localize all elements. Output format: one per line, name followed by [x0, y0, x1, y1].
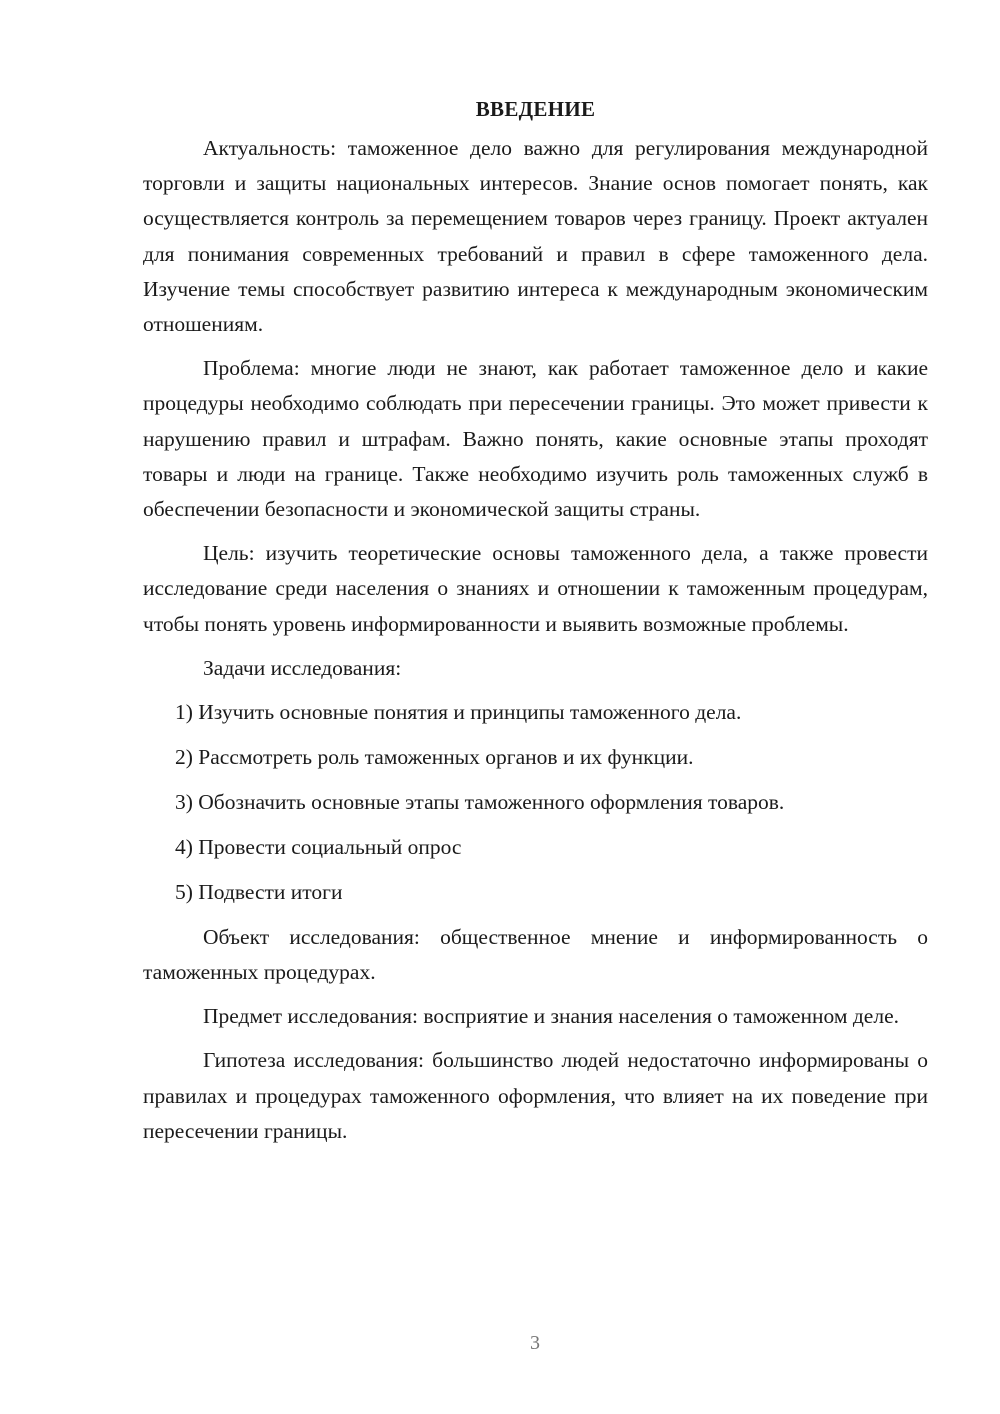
page-number: 3 — [530, 1332, 540, 1354]
task-item: 5) Подвести итоги — [175, 879, 343, 904]
task-item: 3) Обозначить основные этапы таможенного оформления товаров. — [175, 789, 785, 814]
tasks-heading: Задачи исследования: — [203, 655, 402, 680]
hypothesis-paragraph: Гипотеза исследования: большинство людей недостаточно информированы о правилах и процедурах таможенного оформления, что влияет на их поведение при пересечении границы. — [143, 1048, 928, 1143]
relevance-paragraph: Актуальность: таможенное дело важно для регулирования международной торговли и защиты национальных интересов. Знание основ помогает понять, как осуществляется контроль за перемещением товаров через границу. Проект актуален для понимания современных требований и правил в сфере таможенного дела. Изучение темы способствует развитию интереса к международным экономическим отношениям. — [143, 136, 928, 337]
document-page — [143, 92, 928, 1158]
task-item: 1) Изучить основные понятия и принципы таможенного дела. — [175, 699, 742, 724]
task-item: 2) Рассмотреть роль таможенных органов и их функции. — [175, 744, 694, 769]
task-item: 4) Провести социальный опрос — [175, 834, 462, 859]
goal-paragraph: Цель: изучить теоретические основы таможенного дела, а также провести исследование среди населения о знаниях и отношении к таможенным процедурам, чтобы понять уровень информированности и выявить возможные проблемы. — [143, 541, 928, 636]
object-paragraph: Объект исследования: общественное мнение и информированность о таможенных процедурах. — [143, 924, 928, 985]
problem-paragraph: Проблема: многие люди не знают, как работает таможенное дело и какие процедуры необходимо соблюдать при пересечении границы. Это может привести к нарушению правил и штрафам. Важно понять, какие основные этапы проходят товары и люди на границе. Также необходимо изучить роль таможенных служб в обеспечении безопасности и экономической защиты страны. — [143, 356, 928, 522]
subject-paragraph: Предмет исследования: восприятие и знания населения о таможенном деле. — [203, 1004, 899, 1029]
page-title: ВВЕДЕНИЕ — [475, 97, 596, 121]
